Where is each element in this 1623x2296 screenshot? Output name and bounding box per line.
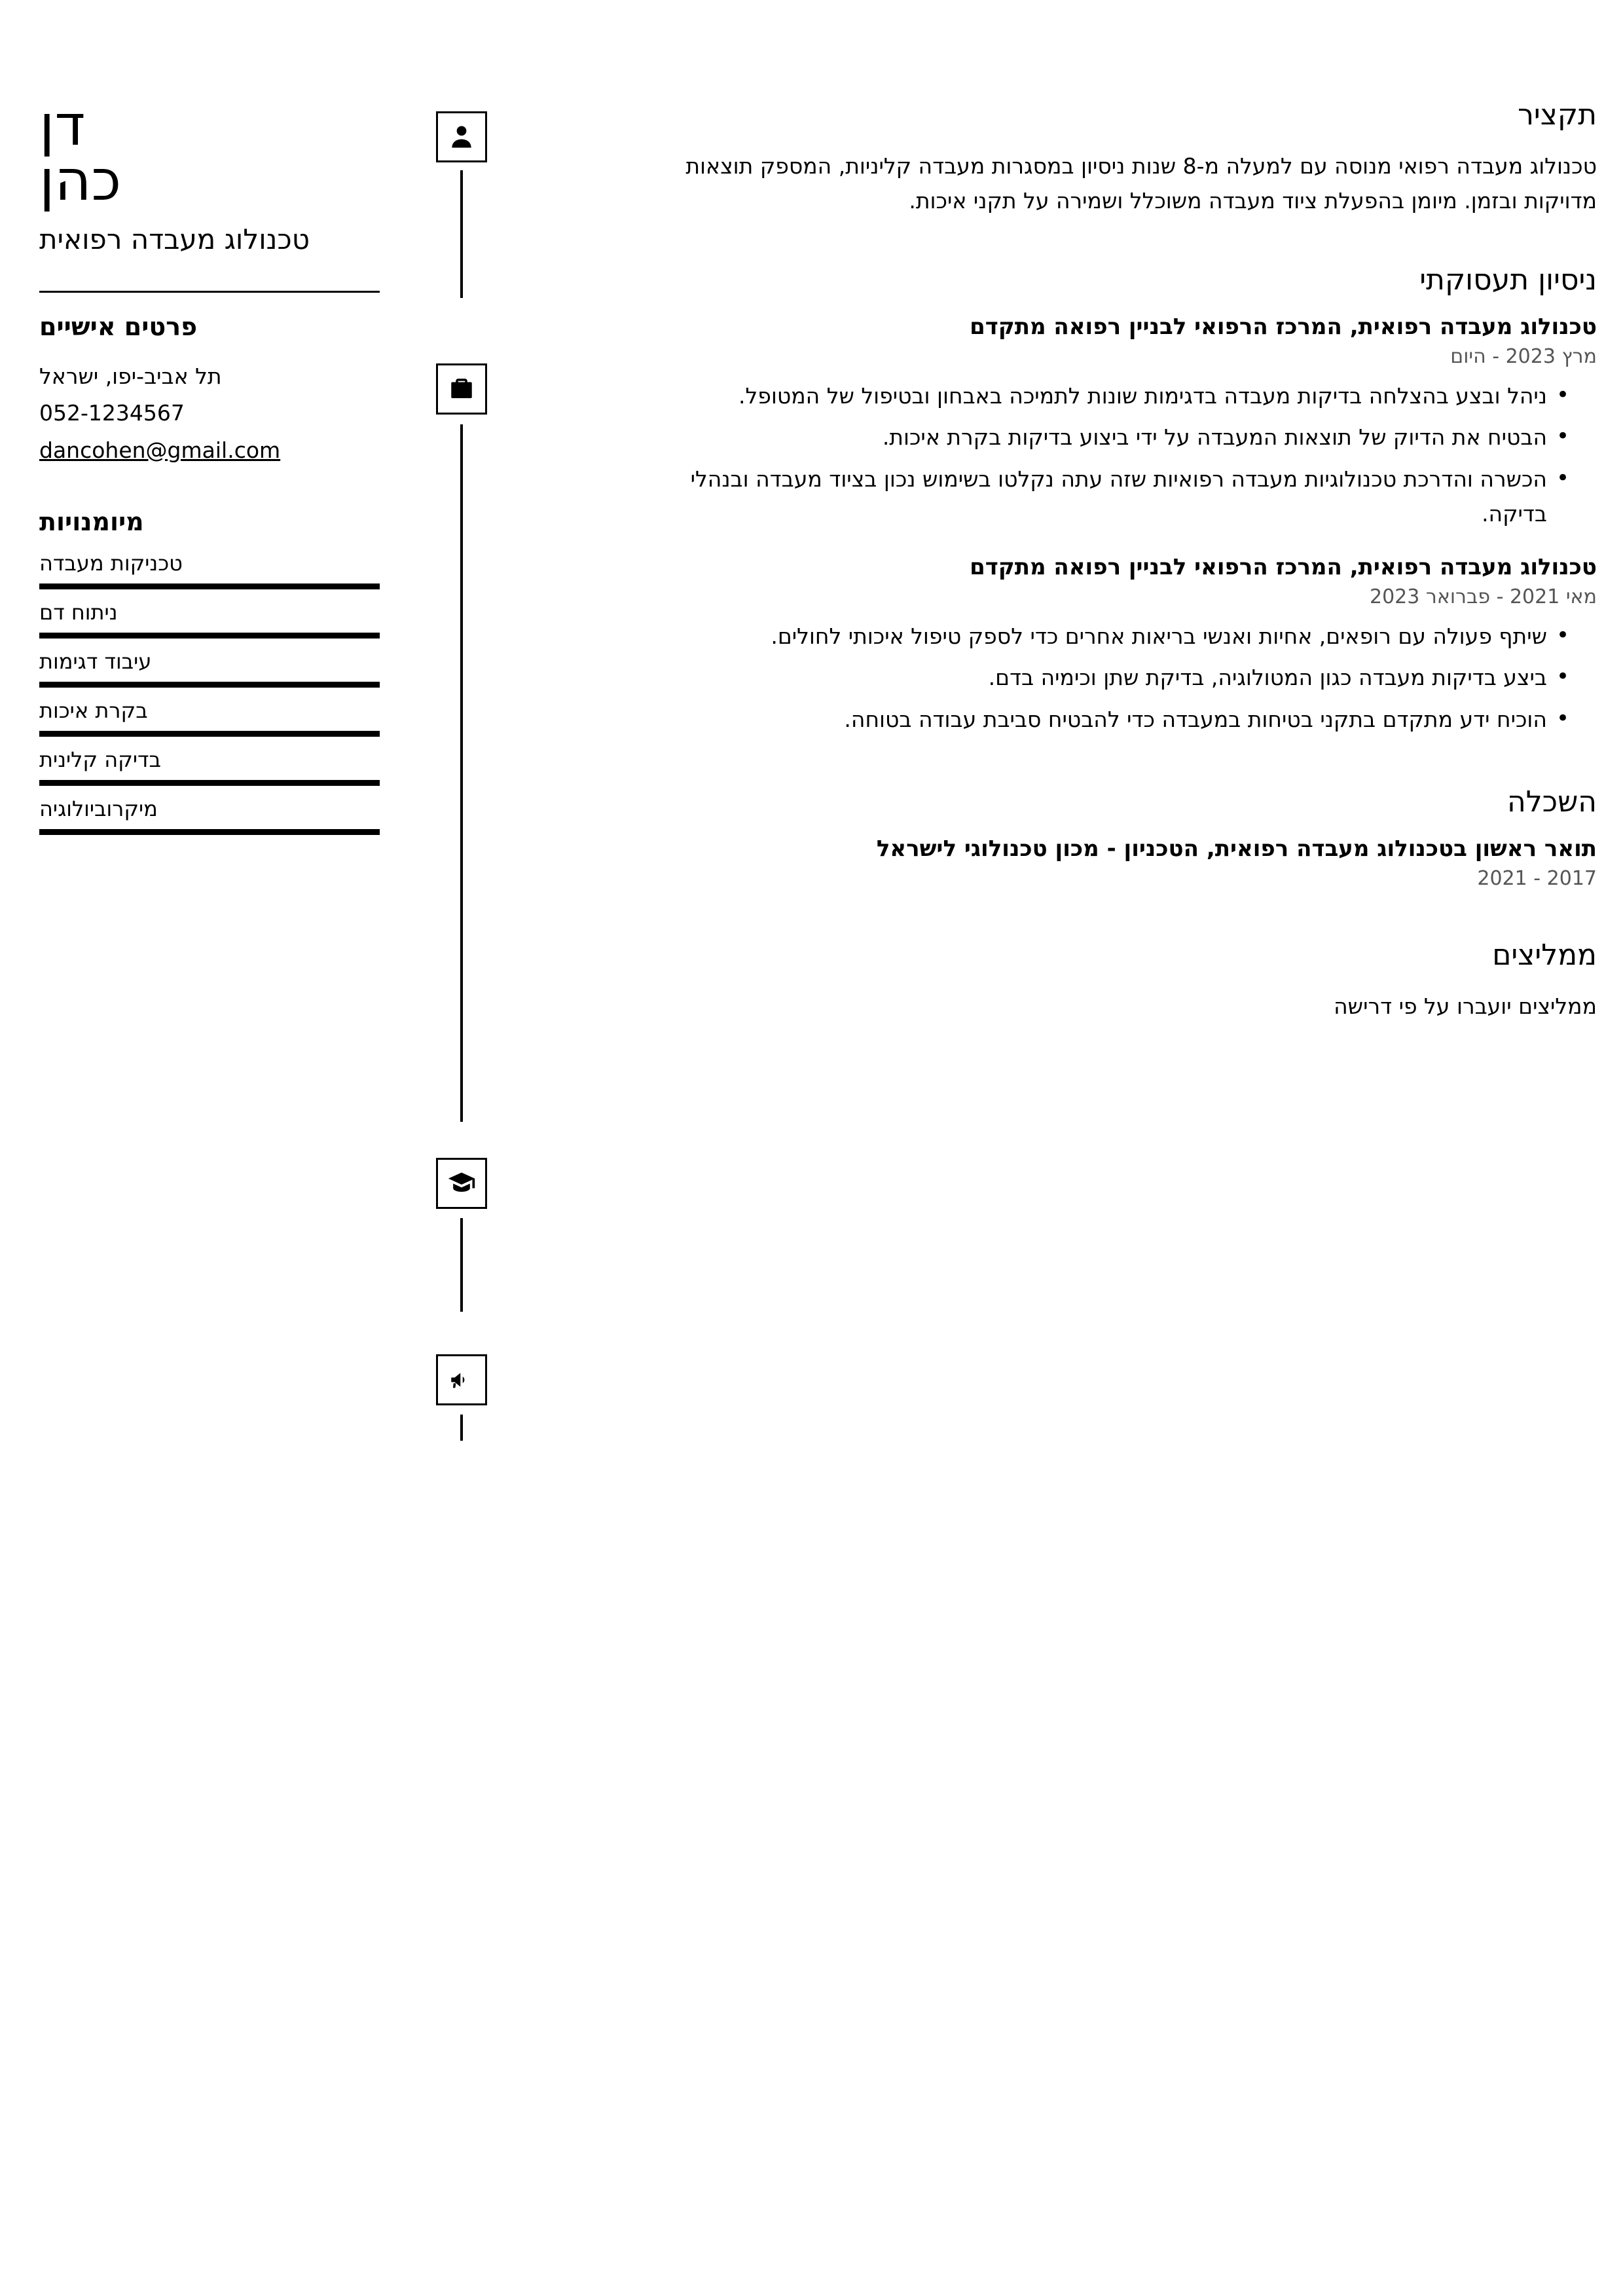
education-entry-title: תואר ראשון בטכנולוג מעבדה רפואית, הטכניון - מכון טכנולוגי לישראל: [876, 836, 1597, 862]
megaphone-icon: [436, 1354, 487, 1405]
briefcase-icon: [436, 363, 487, 415]
experience-bullets: [622, 619, 1569, 737]
timeline-line: [460, 1218, 463, 1312]
list-item: • שיתף פעולה עם רופאים, אחיות ואנשי בריאות אחרים כדי לספק טיפול איכותי לחולים.: [622, 619, 1569, 654]
list-item: טכניקות מעבדה: [39, 551, 380, 589]
graduation-cap-icon: [436, 1158, 487, 1209]
contact-location: תל אביב-יפו, ישראל: [39, 363, 222, 389]
sidebar-column: [0, 0, 419, 1031]
education-entry-date: 2017 - 2021: [1477, 867, 1597, 891]
timeline-line: [460, 1415, 463, 1441]
education-entry: [622, 836, 1597, 890]
section-references: [622, 938, 1597, 1024]
summary-text: טכנולוג מעבדה רפואי מנוסה עם למעלה מ-8 שנות ניסיון במסגרות מעבדה קליניות, המספק תוצאות מדויקות ובזמן. מיומן בהפעלת ציוד מעבדה משוכלל ושמירה על תקני איכות.: [685, 153, 1597, 214]
contact-phone: 052-1234567: [39, 400, 185, 426]
person-icon: [436, 111, 487, 162]
timeline-node-experience: [436, 363, 487, 415]
experience-entry: [622, 314, 1597, 532]
contact-email[interactable]: dancohen@gmail.com: [39, 437, 281, 464]
last-name: כהן: [39, 148, 122, 214]
section-education: [622, 785, 1597, 890]
list-item: • הוכיח ידע מתקדם בתקני בטיחות במעבדה כדי להבטיח סביבת עבודה בטוחה.: [622, 702, 1569, 737]
list-item: • הבטיח את הדיוק של תוצאות המעבדה על ידי ביצוע בדיקות בקרת איכות.: [622, 420, 1569, 454]
list-item: בדיקה קלינית: [39, 747, 380, 786]
list-item: • הכשרה והדרכת טכנולוגיות מעבדה רפואיות שזה עתה נקלטו בשימוש נכון בציוד מעבדה ובנהלי בדיקה.: [622, 462, 1569, 532]
timeline-line: [460, 424, 463, 1122]
name-block: [39, 93, 380, 267]
experience-entry-date: מאי 2021 - פברואר 2023: [1369, 585, 1597, 608]
first-name: דן: [39, 93, 86, 158]
experience-entry-date: מרץ 2023 - היום: [1450, 344, 1597, 368]
contact-block: [39, 358, 380, 470]
divider: [39, 291, 380, 293]
list-item: מיקרוביולוגיה: [39, 796, 380, 835]
skills-list: [39, 551, 380, 835]
list-item: • ניהל ובצע בהצלחה בדיקות מעבדה בדגימות שונות לתמיכה באבחון ובטיפול של המטופל.: [622, 379, 1569, 413]
main-column: [504, 0, 1623, 1031]
resume-layout: [0, 0, 1623, 1031]
timeline-node-references: [436, 1354, 487, 1405]
list-item: • ביצע בדיקות מעבדה כגון המטולוגיה, בדיקת שתן וכימיה בדם.: [622, 660, 1569, 695]
section-summary: [622, 98, 1597, 219]
experience-bullets: [622, 379, 1569, 532]
experience-title: ניסיון תעסוקתי: [1419, 263, 1597, 297]
personal-details-heading: פרטים אישיים: [39, 312, 198, 341]
skills-heading: מיומנויות: [39, 507, 144, 536]
list-item: בקרת איכות: [39, 698, 380, 737]
timeline-node-summary: [436, 111, 487, 162]
experience-entry-title: טכנולוג מעבדה רפואית, המרכז הרפואי לבניין רפואה מתקדם: [970, 313, 1597, 340]
summary-title: תקציר: [1518, 98, 1597, 132]
list-item: עיבוד דגימות: [39, 649, 380, 688]
education-title: השכלה: [1507, 785, 1597, 819]
experience-entry: [622, 554, 1597, 737]
references-title: ממליצים: [1492, 938, 1597, 972]
references-text: ממליצים יועברו על פי דרישה: [1334, 993, 1597, 1020]
timeline-line: [460, 170, 463, 298]
timeline-node-education: [436, 1158, 487, 1209]
job-title: טכנולוג מעבדה רפואית: [39, 223, 310, 255]
experience-entry-title: טכנולוג מעבדה רפואית, המרכז הרפואי לבניין רפואה מתקדם: [970, 553, 1597, 580]
list-item: ניתוח דם: [39, 600, 380, 639]
timeline-column: [419, 0, 504, 1031]
section-experience: [622, 263, 1597, 737]
